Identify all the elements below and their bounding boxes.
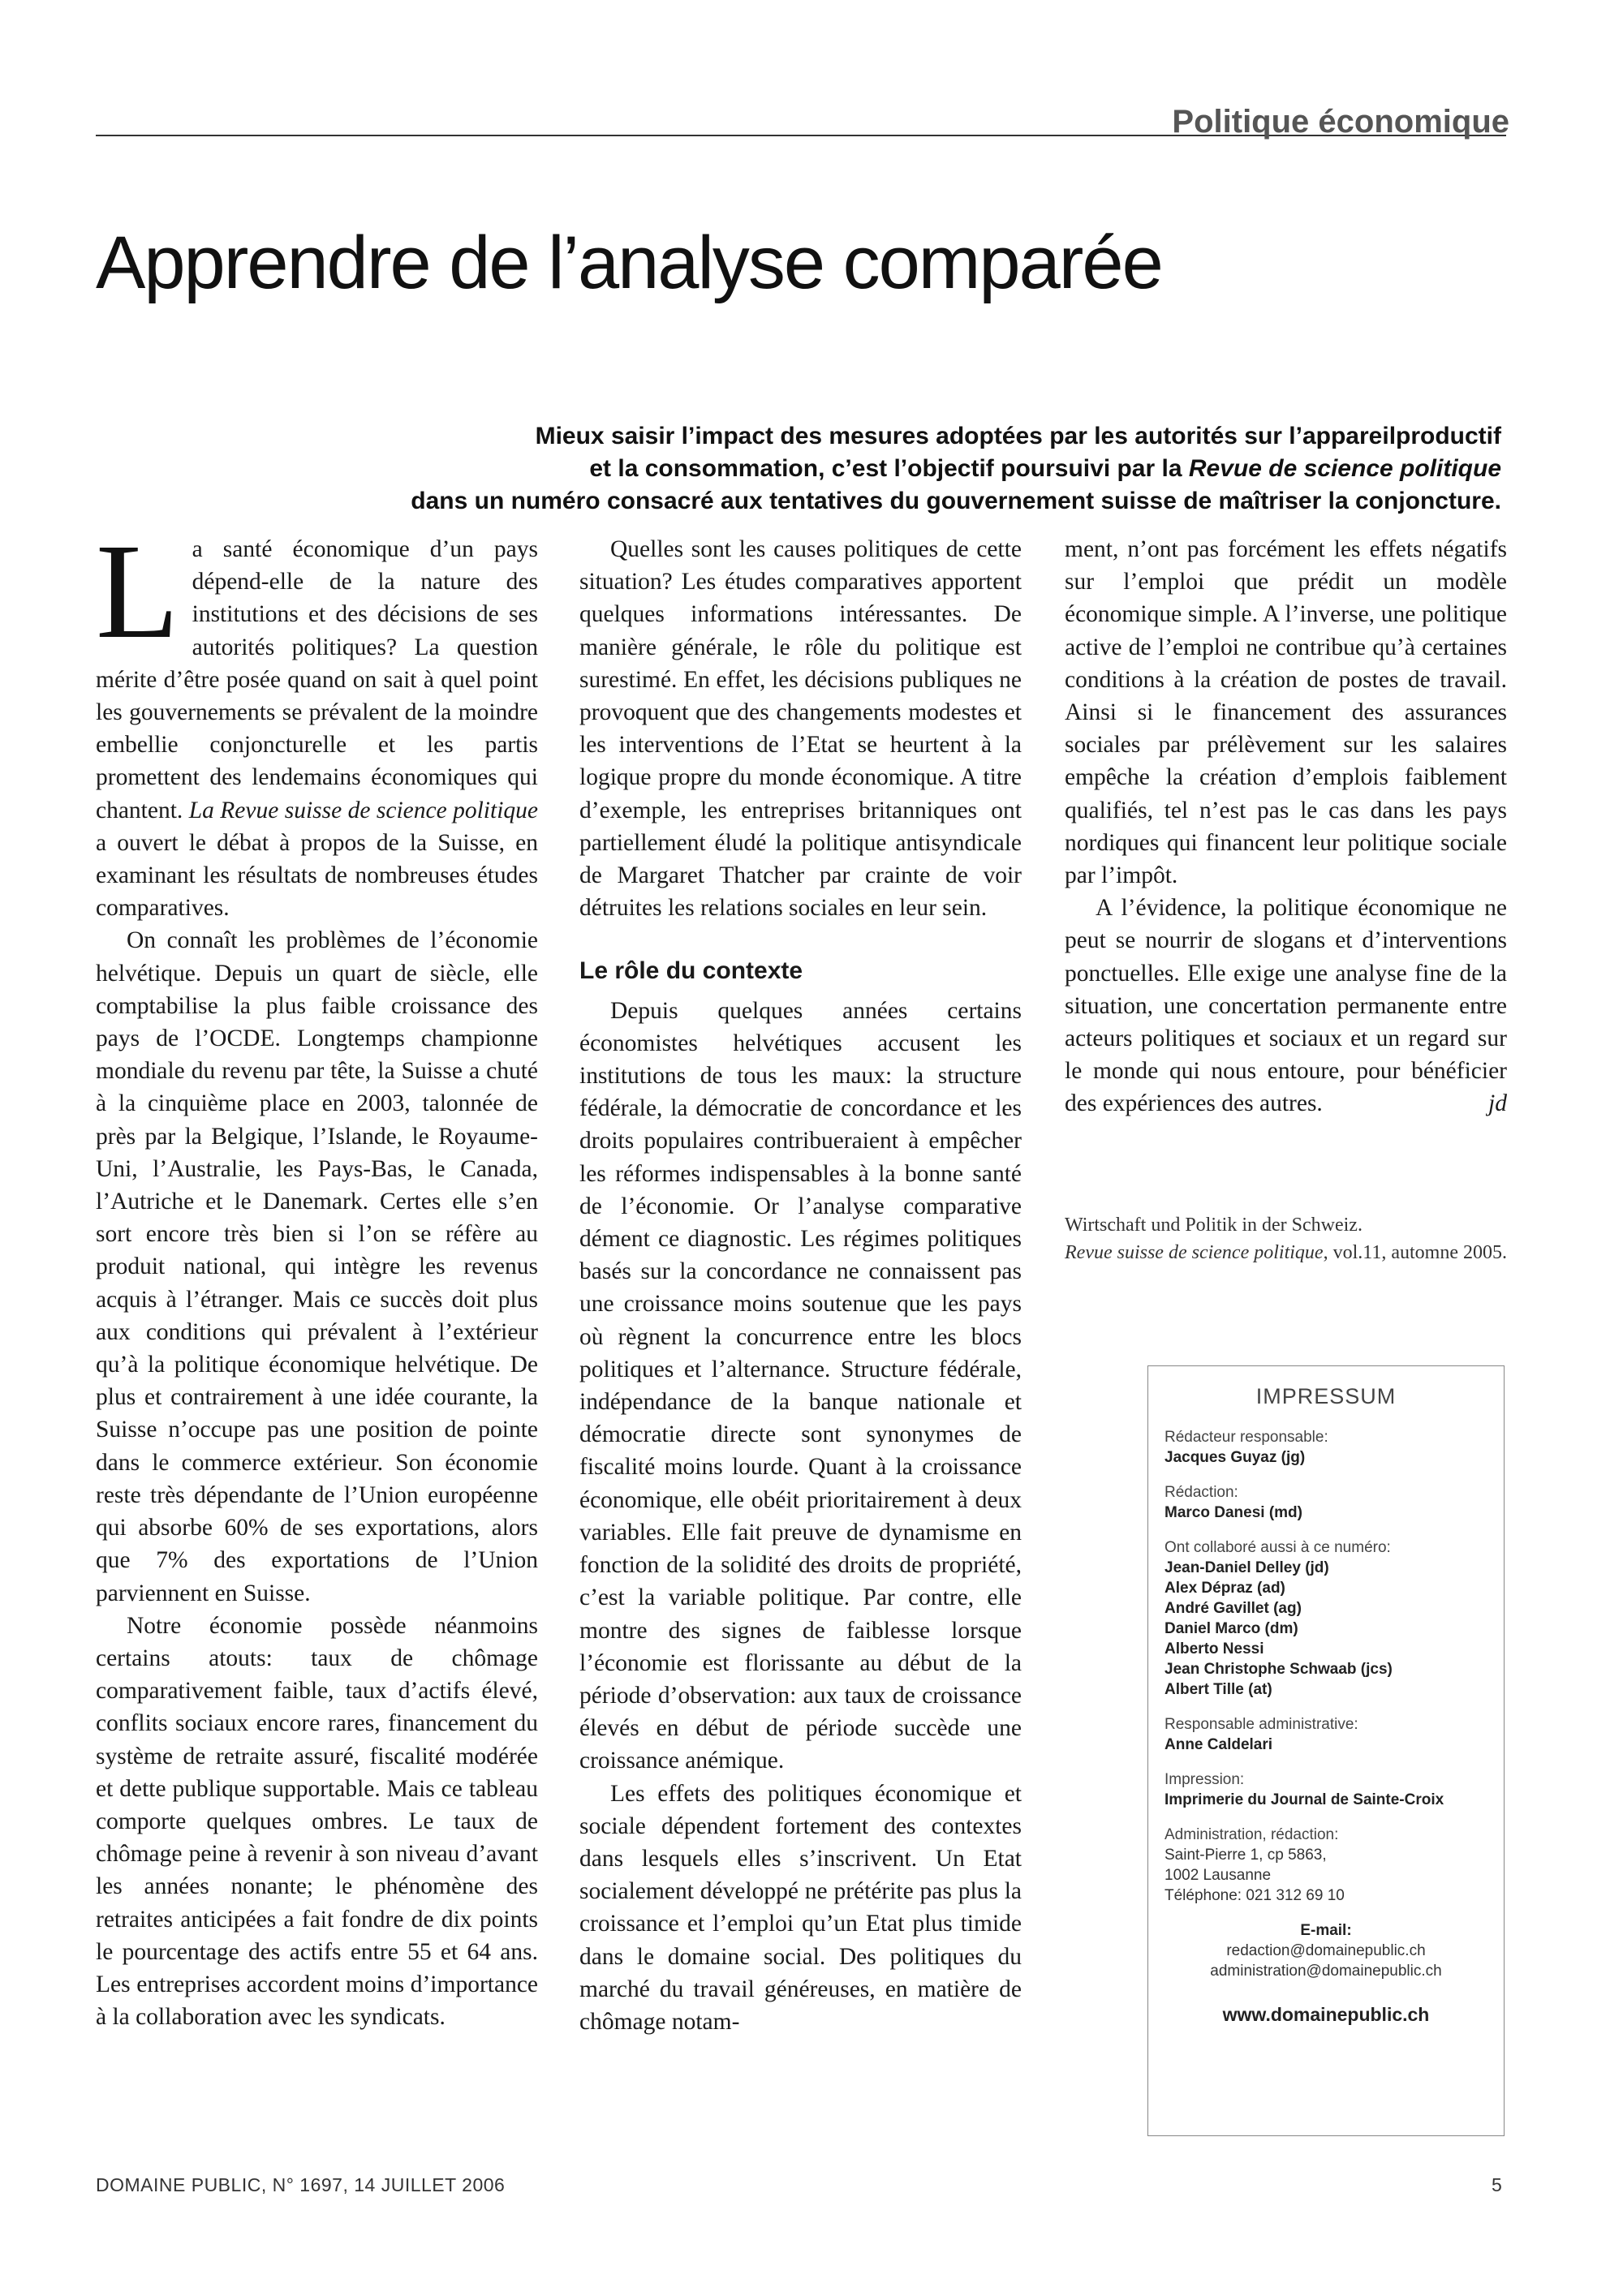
contributor: Alberto Nessi — [1165, 1640, 1264, 1658]
impressum-label: Administration, rédaction: — [1165, 1826, 1339, 1843]
lead-line-2 — [122, 453, 1501, 485]
impressum-value: Jacques Guyaz (jg) — [1165, 1449, 1306, 1466]
article-column-1 — [96, 516, 538, 2033]
paragraph-text: a ouvert le débat à propos de la Suisse, en examinant les résultats de nombreuses études comparatives. — [96, 829, 538, 922]
impressum-printer — [1165, 1769, 1487, 1810]
impressum-box — [1147, 1365, 1505, 2136]
journal-name: La Revue suisse de science politique — [188, 797, 538, 823]
impressum-title: IMPRESSUM — [1255, 1384, 1397, 1408]
impressum-label: Impression: — [1165, 1771, 1245, 1788]
impressum-label: Responsable administrative: — [1165, 1716, 1358, 1733]
reference-line-2 — [1065, 1239, 1519, 1266]
impressum-label: Ont collaboré aussi à ce numéro: — [1165, 1539, 1391, 1556]
author-signature: jd — [1488, 1090, 1507, 1117]
impressum-redaction — [1165, 1482, 1487, 1523]
address-line: 1002 Lausanne — [1165, 1867, 1272, 1884]
paragraph: Depuis quelques années certains économistes helvétiques accusent les institutions de tous les maux: la structure fédérale, la démocratie de concordance et les droits populaires contribueraient à empêcher les réformes indispensables à la bonne santé de l’économie. Or l’analyse comparative dément ce diagnostic. Les régimes politiques basés sur la concordance ne connaissent pas une croissance moins soutenue que les pays où règnent la concurrence entre les blocs politiques et l’alternance. Structure fédérale, indépendance de la banque nationale et démocratie directe sont synonymes de fiscalité moins lourde. Quant à la croissance économique, elle obéit prioritairement à deux variables. Elle fait preuve de dynamisme en fonction de la solidité des droits de propriété, c’est la variable politique. Par contre, elle montre des signes de faiblesse lorsque l’économie est florissante au début de la période d’observation: aux taux de croissance élevés en début de période succède une croissance anémique. — [579, 997, 1022, 1774]
section-subheading: Le rôle du contexte — [579, 957, 803, 985]
impressum-value: Marco Danesi (md) — [1165, 1504, 1302, 1521]
reference-volume: , vol.11, automne 2005. — [1323, 1242, 1507, 1263]
impressum-address — [1165, 1825, 1487, 1906]
reference-journal: Revue suisse de science politique — [1065, 1242, 1324, 1263]
impressum-value: Imprimerie du Journal de Sainte-Croix — [1165, 1791, 1444, 1808]
paragraph-text: a santé économique d’un pays dépend-elle de la nature des institutions et des décisions de ses autorités politiques? La question mérite d’être posée quand on sait à quel point les gouvernements se prévalent de la moindre embellie conjoncturelle et les partis promettent des lendemains économiques qui chantent. — [96, 536, 538, 823]
reference-line-1: Wirtschaft und Politik in der Schweiz. — [1065, 1215, 1363, 1236]
impressum-editor — [1165, 1427, 1487, 1468]
email-link[interactable]: administration@domainepublic.ch — [1210, 1963, 1442, 1980]
paragraph-text: A l’évidence, la politique économique ne peut se nourrir de slogans et d’interventions ponctuelles. Elle exige une analyse fine de la situation, une concertation permanente entre acteurs politiques et sociaux et un regard sur le monde qui nous entoure, pour bénéficier des expériences des autres. — [1065, 895, 1507, 1117]
impressum-label: E-mail: — [1300, 1922, 1352, 1939]
impressum-admin — [1165, 1714, 1487, 1755]
contributor: André Gavillet (ag) — [1165, 1600, 1302, 1617]
lead-line-1: Mieux saisir l’impact des mesures adoptées par les autorités sur l’appareilproductif — [535, 423, 1501, 449]
lead-journal-name: Revue de science politique — [1188, 455, 1501, 482]
contributor: Jean-Daniel Delley (jd) — [1165, 1559, 1329, 1576]
article-column-2 — [579, 533, 1022, 2038]
paragraph: On connaît les problèmes de l’économie helvétique. Depuis un quart de siècle, elle comptabilise la plus faible croissance des pays de l’OCDE. Longtemps championne mondiale du revenu par tête, la Suisse a chuté à la cinquième place en 2003, talonnée de près par la Belgique, l’Islande, le Royaume-Uni, l’Australie, les Pays-Bas, le Canada, l’Autriche et le Danemark. Certes elle s’en sort encore très bien si l’on se réfère au produit national, qui intègre les revenus acquis à l’étranger. Mais ce succès doit plus aux conditions qui prévalent à l’extérieur qu’à la politique économique helvétique. De plus et contrairement à une idée courante, la Suisse n’occupe pas une position de pointe dans le commerce extérieur. Son économie reste très dépendante de l’Union européenne qui absorbe 60% de ses exportations, alors que 7% des exportations de l’Union parviennent en Suisse. — [96, 927, 538, 1606]
contributor: Albert Tille (at) — [1165, 1681, 1272, 1698]
lead-line-2-text: et la consommation, c’est l’objectif poursuivi par la — [589, 455, 1189, 482]
impressum-contributors — [1165, 1537, 1487, 1700]
section-label: Politique économique — [1172, 104, 1509, 140]
address-line: Saint-Pierre 1, cp 5863, — [1165, 1847, 1327, 1864]
paragraph — [96, 516, 538, 924]
contributor: Jean Christophe Schwaab (jcs) — [1165, 1661, 1393, 1678]
drop-cap: L — [96, 516, 179, 667]
article-title: Apprendre de l’analyse comparée — [96, 221, 1162, 304]
contributor: Alex Dépraz (ad) — [1165, 1580, 1285, 1597]
paragraph — [1065, 892, 1507, 1120]
paragraph: Les effets des politiques économique et sociale dépendent fortement des contextes dans lesquels elles s’inscrivent. Un Etat socialement développé ne prétérite pas plus la croissance et l’emploi qu’un Etat plus timide dans le domaine social. Des politiques du marché du travail généreuses, en matière de chômage notam- — [579, 1780, 1022, 2035]
contributor: Daniel Marco (dm) — [1165, 1620, 1298, 1637]
impressum-label: Rédaction: — [1165, 1484, 1238, 1501]
page-number: 5 — [1492, 2174, 1502, 2195]
email-link[interactable]: redaction@domainepublic.ch — [1226, 1942, 1426, 1959]
article-lead — [122, 420, 1501, 518]
phone-number: Téléphone: 021 312 69 10 — [1165, 1887, 1345, 1904]
impressum-label: Rédacteur responsable: — [1165, 1429, 1328, 1446]
paragraph: Notre économie possède néanmoins certains atouts: taux de chômage comparativement faible, taux d’actifs élevé, conflits sociaux encore rares, financement du système de retraite assuré, fiscalité modérée et dette publique supportable. Mais ce tableau comporte quelques ombres. Le taux de chômage peine à revenir à son niveau d’avant les années nonante; le phénomène des retraites anticipées a fait fondre de dix points le pourcentage des actifs entre 55 et 64 ans. Les entreprises accordent moins d’importance à la collaboration avec les syndicats. — [96, 1612, 538, 2031]
paragraph: ment, n’ont pas forcément les effets négatifs sur l’emploi que prédit un modèle économique simple. A l’inverse, une politique active de l’emploi ne contribue qu’à certaines conditions à la création de postes de travail. Ainsi si le financement des assurances sociales par prélèvement sur les salaires empêche la création d’emplois faiblement qualifiés, tel n’est pas le cas dans les pays nordiques qui financent leur politique sociale par l’impôt. — [1065, 536, 1507, 889]
lead-line-3: dans un numéro consacré aux tentatives du gouvernement suisse de maîtriser la conjoncture. — [411, 488, 1501, 514]
paragraph: Quelles sont les causes politiques de cette situation? Les études comparatives apportent quelques informations intéressantes. De manière générale, le rôle du politique est surestimé. En effet, les décisions publiques ne provoquent que des changements modestes et les interventions de l’Etat se heurtent à la logique propre du monde économique. A titre d’exemple, les entreprises britanniques ont partiellement éludé la politique antisyndicale de Margaret Thatcher par crainte de voir détruites les relations sociales en leur sein. — [579, 536, 1022, 922]
source-reference — [1065, 1211, 1519, 1266]
article-column-3 — [1065, 533, 1507, 1120]
website-link[interactable]: www.domainepublic.ch — [1222, 2004, 1430, 2025]
impressum-value: Anne Caldelari — [1165, 1736, 1273, 1753]
impressum-email — [1165, 1920, 1487, 1981]
footer-publication: DOMAINE PUBLIC, N° 1697, 14 JUILLET 2006 — [96, 2174, 506, 2195]
